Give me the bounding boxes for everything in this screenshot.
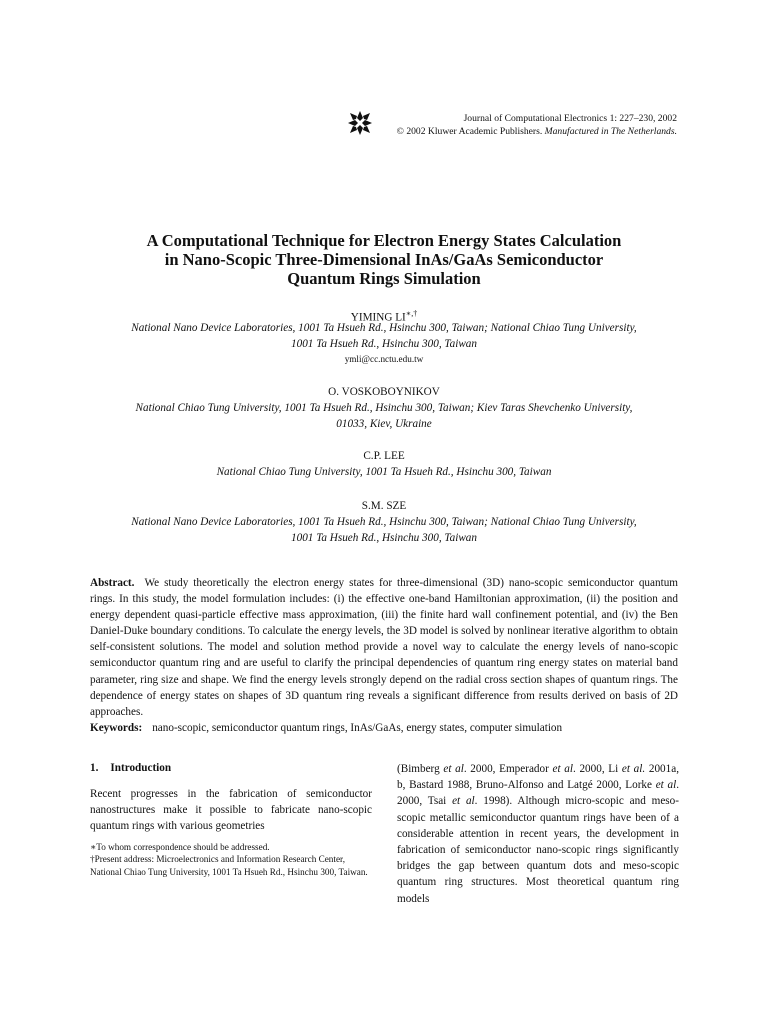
section-heading: 1. Introduction [90,762,172,774]
author-name: YIMING LI∗,† [350,309,418,324]
author-name: S.M. SZE [361,500,407,512]
author-affiliation: National Nano Device Laboratories, 1001 Ta Hsueh Rd., Hsinchu 300, Taiwan; National Chiao Tung University, 1001 Ta Hsueh Rd., Hsinchu 300, Taiwan [131,516,637,544]
author-affiliation: National Chiao Tung University, 1001 Ta Hsueh Rd., Hsinchu 300, Taiwan; Kiev Taras Shevchenko University, 01033, Kiev, Ukraine [135,402,633,430]
journal-citation: Journal of Computational Electronics 1: 227–230, 2002 [463,113,677,124]
footnotes [90,841,372,878]
body-text-column-2: (Bimberg et al. 2000, Emperador et al. 2000, Li et al. 2001a, b, Bastard 1988, Bruno-Alfonso and Latgé 2000, Lorke et al. 2000, Tsai et al. 1998). Although micro-scopic and meso-scopic metallic semiconductor quantum rings have been of a considerable attention in recent years, the development in fabrication of semiconductor nano-scopic rings significantly bridges the gap between quantum dots and meso-scopic quantum ring structures. Most theoretical quantum ring models [397,763,680,905]
footnote: ∗To whom correspondence should be addressed. [90,842,270,852]
keywords-label: Keywords: [90,722,143,734]
abstract-text: We study theoretically the electron energy states for three-dimensional (3D) nano-scopic semiconductor quantum rings. In this study, the model formulation includes: (i) the effective one-band Hamiltonian approximation, (ii) the position and energy dependent quasi-particle effective mass approximation, (iii) the finite hard wall confinement potential, and (iv) the Ben Daniel-Duke boundary conditions. To calculate the energy levels, the 3D model is solved by nonlinear iterative algorithm to obtain self-consistent solutions. The model and solution method provide a novel way to calculate the energy levels of nano-scopic semiconductor quantum ring and are useful to clarify the principal dependencies of quantum ring energy states on material band parameter, ring size and shape. We find the energy levels strongly depend on the radial cross section shapes of quantum rings. The dependence of energy states on shapes of 3D quantum ring reveals a significant difference from results derived on basis of 2D approaches. [90,577,678,718]
keywords-text: nano-scopic, semiconductor quantum rings, InAs/GaAs, energy states, computer simulation [152,722,563,734]
journal-header [0,112,677,138]
keywords [90,720,678,736]
paper-title: A Computational Technique for Electron Energy States Calculation in Nano-Scopic Three-Dimensional InAs/GaAs Semiconductor Quantum Rings Simulation [146,231,622,288]
abstract-label: Abstract. [90,577,135,589]
publisher-line: © 2002 Kluwer Academic Publishers. Manufactured in The Netherlands. [396,126,677,137]
publisher-logo-icon [347,110,373,136]
author-name: C.P. LEE [363,450,405,462]
author-email: ymli@cc.nctu.edu.tw [344,354,424,364]
author-name: O. VOSKOBOYNIKOV [328,386,440,398]
author-affiliation: National Nano Device Laboratories, 1001 Ta Hsueh Rd., Hsinchu 300, Taiwan; National Chiao Tung University, 1001 Ta Hsueh Rd., Hsinchu 300, Taiwan [131,322,637,350]
abstract [90,575,678,720]
author-affiliation: National Chiao Tung University, 1001 Ta Hsueh Rd., Hsinchu 300, Taiwan [216,466,552,478]
footnote: †Present address: Microelectronics and Information Research Center, National Chiao Tung University, 1001 Ta Hsueh Rd., Hsinchu 300, Taiwan. [90,854,368,877]
body-text-column-1: Recent progresses in the fabrication of semiconductor nanostructures make it possible to fabricate nano-scopic quantum rings with various geometries [90,788,372,833]
